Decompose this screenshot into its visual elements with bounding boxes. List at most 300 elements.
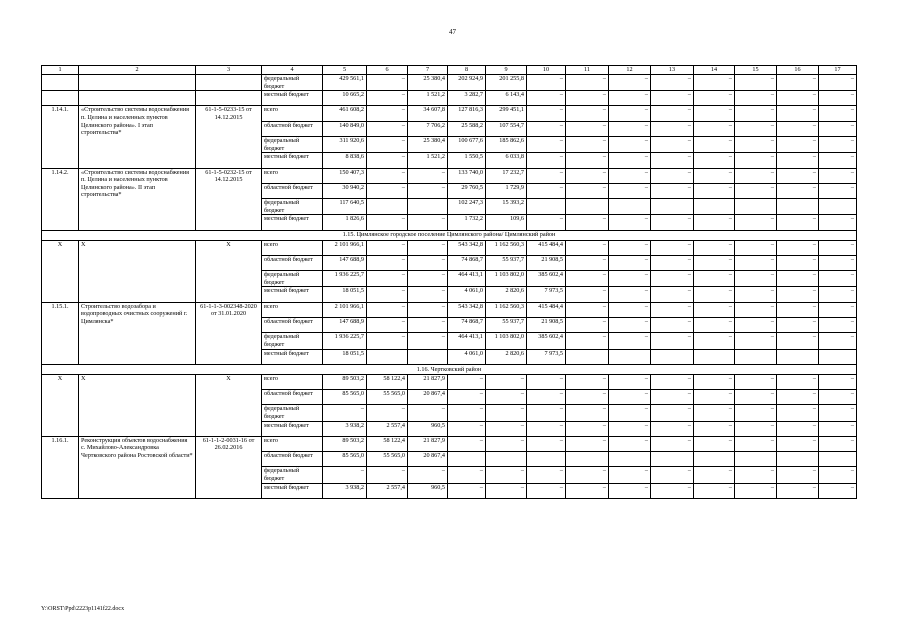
amount-cell: 147 688,9 xyxy=(323,255,367,270)
funding-source: федеральный бюджет xyxy=(262,405,323,421)
amount-cell: – xyxy=(527,121,566,136)
expertise-conclusion: 61-1-1-2-0031-16 от 26.02.2016 xyxy=(196,436,262,498)
amount-cell: – xyxy=(408,467,448,483)
amount-cell: – xyxy=(609,318,651,333)
funding-source: областной бюджет xyxy=(262,183,323,198)
amount-cell: – xyxy=(735,374,777,389)
amount-cell: – xyxy=(527,436,566,451)
funding-source: местный бюджет xyxy=(262,421,323,436)
funding-source: всего xyxy=(262,240,323,255)
amount-cell: – xyxy=(566,168,609,183)
section-title-row xyxy=(42,364,857,374)
amount-cell: – xyxy=(367,287,408,302)
amount-cell: – xyxy=(735,271,777,287)
amount-cell: – xyxy=(777,271,819,287)
amount-cell: – xyxy=(777,183,819,198)
amount-cell: 29 760,5 xyxy=(448,183,486,198)
amount-cell: – xyxy=(694,318,735,333)
amount-cell: 100 677,6 xyxy=(448,137,486,153)
expertise-conclusion xyxy=(196,75,262,91)
amount-cell: – xyxy=(609,75,651,91)
amount-cell: – xyxy=(527,91,566,106)
amount-cell: 21 908,5 xyxy=(527,318,566,333)
amount-cell: – xyxy=(609,91,651,106)
column-header: 9 xyxy=(486,66,527,75)
amount-cell: – xyxy=(486,467,527,483)
table-row xyxy=(42,240,857,255)
amount-cell: 55 937,7 xyxy=(486,318,527,333)
amount-cell: 960,5 xyxy=(408,421,448,436)
expertise-conclusion: 61-1-1-3-002348-2020 от 31.01.2020 xyxy=(196,302,262,364)
amount-cell: – xyxy=(735,168,777,183)
amount-cell: – xyxy=(367,121,408,136)
table-row xyxy=(42,302,857,317)
amount-cell: 311 920,6 xyxy=(323,137,367,153)
amount-cell: – xyxy=(566,91,609,106)
amount-cell: – xyxy=(448,436,486,451)
funding-source: местный бюджет xyxy=(262,483,323,498)
object-name xyxy=(79,91,196,106)
amount-cell: – xyxy=(819,405,857,421)
funding-source: всего xyxy=(262,374,323,389)
amount-cell: 202 924,9 xyxy=(448,75,486,91)
column-header: 6 xyxy=(367,66,408,75)
amount-cell: – xyxy=(566,390,609,405)
amount-cell: – xyxy=(367,271,408,287)
amount-cell: – xyxy=(694,333,735,349)
amount-cell: – xyxy=(735,91,777,106)
amount-cell: – xyxy=(448,390,486,405)
column-header: 13 xyxy=(651,66,694,75)
amount-cell: – xyxy=(609,287,651,302)
funding-source: местный бюджет xyxy=(262,215,323,230)
amount-cell: 140 849,0 xyxy=(323,121,367,136)
amount-cell: – xyxy=(651,421,694,436)
amount-cell: 461 608,2 xyxy=(323,106,367,121)
amount-cell: – xyxy=(735,302,777,317)
amount-cell: – xyxy=(651,318,694,333)
amount-cell: – xyxy=(651,405,694,421)
amount-cell: – xyxy=(777,240,819,255)
amount-cell xyxy=(819,199,857,215)
amount-cell: – xyxy=(527,137,566,153)
amount-cell: – xyxy=(777,153,819,168)
amount-cell: – xyxy=(694,168,735,183)
row-number: Х xyxy=(42,240,79,302)
amount-cell: – xyxy=(367,302,408,317)
amount-cell: – xyxy=(735,240,777,255)
amount-cell: – xyxy=(819,287,857,302)
amount-cell: – xyxy=(777,333,819,349)
amount-cell: 7 973,5 xyxy=(527,287,566,302)
column-header: 16 xyxy=(777,66,819,75)
amount-cell: – xyxy=(735,153,777,168)
amount-cell xyxy=(527,452,566,467)
amount-cell: 15 393,2 xyxy=(486,199,527,215)
amount-cell: – xyxy=(408,168,448,183)
amount-cell xyxy=(694,199,735,215)
amount-cell: – xyxy=(735,318,777,333)
amount-cell xyxy=(735,199,777,215)
amount-cell: – xyxy=(527,374,566,389)
amount-cell: 3 282,7 xyxy=(448,91,486,106)
amount-cell: – xyxy=(819,91,857,106)
amount-cell: – xyxy=(367,318,408,333)
amount-cell: – xyxy=(486,483,527,498)
funding-source: федеральный бюджет xyxy=(262,467,323,483)
amount-cell: – xyxy=(819,121,857,136)
amount-cell: – xyxy=(735,121,777,136)
amount-cell: – xyxy=(735,421,777,436)
table-body xyxy=(42,66,857,499)
amount-cell: 55 565,0 xyxy=(367,390,408,405)
amount-cell xyxy=(408,349,448,364)
header-row xyxy=(42,66,857,75)
amount-cell: 2 820,6 xyxy=(486,349,527,364)
amount-cell: 6 143,4 xyxy=(486,91,527,106)
amount-cell: – xyxy=(609,421,651,436)
amount-cell: – xyxy=(694,121,735,136)
amount-cell: 2 101 966,1 xyxy=(323,302,367,317)
amount-cell: 1 732,2 xyxy=(448,215,486,230)
amount-cell: – xyxy=(651,374,694,389)
funding-source: федеральный бюджет xyxy=(262,271,323,287)
amount-cell: – xyxy=(566,302,609,317)
funding-source: областной бюджет xyxy=(262,452,323,467)
amount-cell: 147 688,9 xyxy=(323,318,367,333)
amount-cell: – xyxy=(777,287,819,302)
amount-cell: 385 602,4 xyxy=(527,271,566,287)
amount-cell: – xyxy=(651,287,694,302)
amount-cell: – xyxy=(735,390,777,405)
amount-cell: 429 561,1 xyxy=(323,75,367,91)
amount-cell: 89 503,2 xyxy=(323,436,367,451)
amount-cell xyxy=(819,452,857,467)
funding-source: всего xyxy=(262,302,323,317)
column-header: 17 xyxy=(819,66,857,75)
amount-cell xyxy=(735,349,777,364)
amount-cell: – xyxy=(694,271,735,287)
amount-cell: – xyxy=(735,215,777,230)
amount-cell: 20 867,4 xyxy=(408,452,448,467)
amount-cell: – xyxy=(735,75,777,91)
amount-cell: – xyxy=(448,467,486,483)
amount-cell: – xyxy=(651,121,694,136)
amount-cell: – xyxy=(367,333,408,349)
amount-cell: – xyxy=(408,240,448,255)
expertise-conclusion: Х xyxy=(196,240,262,302)
amount-cell: 8 838,6 xyxy=(323,153,367,168)
amount-cell xyxy=(651,199,694,215)
amount-cell: – xyxy=(408,271,448,287)
amount-cell: 3 938,2 xyxy=(323,421,367,436)
amount-cell: 464 413,1 xyxy=(448,271,486,287)
amount-cell: – xyxy=(527,153,566,168)
amount-cell: – xyxy=(609,153,651,168)
amount-cell: – xyxy=(609,467,651,483)
amount-cell: – xyxy=(367,91,408,106)
amount-cell: – xyxy=(408,333,448,349)
amount-cell: 185 862,6 xyxy=(486,137,527,153)
amount-cell: – xyxy=(566,240,609,255)
amount-cell: – xyxy=(694,255,735,270)
amount-cell: 2 820,6 xyxy=(486,287,527,302)
column-header: 5 xyxy=(323,66,367,75)
amount-cell: – xyxy=(527,405,566,421)
amount-cell: – xyxy=(566,121,609,136)
amount-cell: – xyxy=(651,436,694,451)
amount-cell: – xyxy=(609,168,651,183)
object-name: Х xyxy=(79,374,196,436)
page-number: 47 xyxy=(449,28,456,36)
amount-cell: – xyxy=(566,467,609,483)
amount-cell: – xyxy=(735,106,777,121)
object-name: Реконструкция объектов водоснабжения с. Михайлово-Александровка Чертковского района Ростовской области* xyxy=(79,436,196,498)
amount-cell: – xyxy=(367,240,408,255)
amount-cell: – xyxy=(566,153,609,168)
amount-cell: 89 503,2 xyxy=(323,374,367,389)
row-number xyxy=(42,91,79,106)
amount-cell: – xyxy=(448,483,486,498)
amount-cell xyxy=(777,199,819,215)
amount-cell: 1 826,6 xyxy=(323,215,367,230)
funding-source: федеральный бюджет xyxy=(262,199,323,215)
amount-cell: – xyxy=(367,168,408,183)
amount-cell: – xyxy=(694,287,735,302)
amount-cell xyxy=(819,349,857,364)
funding-source: областной бюджет xyxy=(262,255,323,270)
column-header: 11 xyxy=(566,66,609,75)
footer-file-path: Y:\ORST\Ppd\2223p1141f22.docx xyxy=(41,606,125,612)
expertise-conclusion: 61-1-5-0232-15 от 14.12.2015 xyxy=(196,168,262,230)
amount-cell: – xyxy=(735,333,777,349)
amount-cell: 25 380,4 xyxy=(408,137,448,153)
amount-cell: 117 640,5 xyxy=(323,199,367,215)
amount-cell: – xyxy=(694,374,735,389)
amount-cell: 3 938,2 xyxy=(323,483,367,498)
amount-cell: – xyxy=(566,421,609,436)
amount-cell xyxy=(651,452,694,467)
amount-cell xyxy=(566,349,609,364)
expertise-conclusion: Х xyxy=(196,374,262,436)
amount-cell: – xyxy=(609,302,651,317)
amount-cell: – xyxy=(486,374,527,389)
amount-cell: 55 937,7 xyxy=(486,255,527,270)
amount-cell: 1 521,2 xyxy=(408,91,448,106)
amount-cell: – xyxy=(777,255,819,270)
amount-cell xyxy=(566,452,609,467)
amount-cell: – xyxy=(735,467,777,483)
amount-cell: 74 868,7 xyxy=(448,255,486,270)
amount-cell: – xyxy=(609,240,651,255)
object-name xyxy=(79,75,196,91)
amount-cell: – xyxy=(486,436,527,451)
amount-cell: – xyxy=(651,106,694,121)
amount-cell: – xyxy=(777,302,819,317)
amount-cell: – xyxy=(651,240,694,255)
amount-cell: – xyxy=(609,106,651,121)
table-row xyxy=(42,91,857,106)
funding-source: федеральный бюджет xyxy=(262,75,323,91)
funding-source: областной бюджет xyxy=(262,318,323,333)
amount-cell: – xyxy=(651,168,694,183)
funding-source: федеральный бюджет xyxy=(262,137,323,153)
object-name: «Строительство системы водоснабжения п. Целина и населенных пунктов Целинского района». I этап строительства* xyxy=(79,106,196,168)
amount-cell: 385 602,4 xyxy=(527,333,566,349)
amount-cell: 25 588,2 xyxy=(448,121,486,136)
amount-cell: – xyxy=(609,215,651,230)
amount-cell: 1 162 560,3 xyxy=(486,240,527,255)
amount-cell: – xyxy=(735,255,777,270)
amount-cell: – xyxy=(408,215,448,230)
amount-cell: – xyxy=(367,106,408,121)
column-header: 12 xyxy=(609,66,651,75)
amount-cell: – xyxy=(694,240,735,255)
amount-cell: – xyxy=(527,168,566,183)
amount-cell: 58 122,4 xyxy=(367,436,408,451)
amount-cell: 415 484,4 xyxy=(527,240,566,255)
column-header: 8 xyxy=(448,66,486,75)
amount-cell xyxy=(651,349,694,364)
amount-cell: 18 051,5 xyxy=(323,287,367,302)
amount-cell: – xyxy=(651,302,694,317)
amount-cell: – xyxy=(367,405,408,421)
amount-cell: – xyxy=(819,271,857,287)
amount-cell: – xyxy=(651,215,694,230)
amount-cell: – xyxy=(408,318,448,333)
amount-cell: – xyxy=(566,106,609,121)
amount-cell xyxy=(694,452,735,467)
column-header: 15 xyxy=(735,66,777,75)
amount-cell: – xyxy=(566,318,609,333)
column-header: 1 xyxy=(42,66,79,75)
amount-cell: – xyxy=(819,421,857,436)
amount-cell: – xyxy=(694,153,735,168)
amount-cell: – xyxy=(566,483,609,498)
amount-cell: – xyxy=(819,183,857,198)
amount-cell: – xyxy=(408,183,448,198)
funding-source: областной бюджет xyxy=(262,121,323,136)
row-number: Х xyxy=(42,374,79,436)
row-number: 1.14.2. xyxy=(42,168,79,230)
amount-cell xyxy=(609,452,651,467)
amount-cell: – xyxy=(694,436,735,451)
amount-cell: 2 557,4 xyxy=(367,483,408,498)
amount-cell: – xyxy=(819,374,857,389)
amount-cell: – xyxy=(527,183,566,198)
amount-cell: 10 665,2 xyxy=(323,91,367,106)
amount-cell: – xyxy=(486,390,527,405)
amount-cell xyxy=(777,349,819,364)
amount-cell: 2 101 966,1 xyxy=(323,240,367,255)
amount-cell: – xyxy=(694,467,735,483)
amount-cell: – xyxy=(819,390,857,405)
amount-cell: – xyxy=(566,405,609,421)
amount-cell: – xyxy=(367,215,408,230)
amount-cell xyxy=(609,199,651,215)
amount-cell: 102 247,3 xyxy=(448,199,486,215)
amount-cell: 1 162 560,3 xyxy=(486,302,527,317)
object-name: Х xyxy=(79,240,196,302)
section-title-row xyxy=(42,230,857,240)
funding-source: местный бюджет xyxy=(262,287,323,302)
column-header: 10 xyxy=(527,66,566,75)
column-header: 2 xyxy=(79,66,196,75)
amount-cell: – xyxy=(566,255,609,270)
amount-cell: 7 973,5 xyxy=(527,349,566,364)
amount-cell: 415 484,4 xyxy=(527,302,566,317)
amount-cell: 21 908,5 xyxy=(527,255,566,270)
funding-source: местный бюджет xyxy=(262,349,323,364)
amount-cell: – xyxy=(566,287,609,302)
amount-cell: 7 706,2 xyxy=(408,121,448,136)
amount-cell: – xyxy=(367,137,408,153)
amount-cell: – xyxy=(777,75,819,91)
amount-cell: – xyxy=(566,333,609,349)
table-row xyxy=(42,106,857,121)
amount-cell: – xyxy=(408,287,448,302)
amount-cell: 960,5 xyxy=(408,483,448,498)
amount-cell xyxy=(735,452,777,467)
amount-cell: 21 827,9 xyxy=(408,374,448,389)
amount-cell: – xyxy=(735,483,777,498)
amount-cell: – xyxy=(566,137,609,153)
amount-cell: 127 816,3 xyxy=(448,106,486,121)
amount-cell: – xyxy=(367,467,408,483)
amount-cell: 133 740,0 xyxy=(448,168,486,183)
amount-cell: – xyxy=(609,183,651,198)
amount-cell: – xyxy=(651,255,694,270)
column-header: 4 xyxy=(262,66,323,75)
row-number: 1.14.1. xyxy=(42,106,79,168)
table-row xyxy=(42,75,857,91)
amount-cell: – xyxy=(408,255,448,270)
amount-cell: – xyxy=(566,271,609,287)
amount-cell: – xyxy=(777,318,819,333)
funding-source: федеральный бюджет xyxy=(262,333,323,349)
amount-cell: – xyxy=(486,421,527,436)
amount-cell: – xyxy=(819,436,857,451)
amount-cell: 85 565,0 xyxy=(323,390,367,405)
amount-cell xyxy=(777,452,819,467)
amount-cell: 109,6 xyxy=(486,215,527,230)
table-row xyxy=(42,374,857,389)
amount-cell xyxy=(566,199,609,215)
amount-cell: – xyxy=(819,255,857,270)
amount-cell: 74 868,7 xyxy=(448,318,486,333)
amount-cell: 1 550,5 xyxy=(448,153,486,168)
amount-cell: 1 936 225,7 xyxy=(323,333,367,349)
amount-cell xyxy=(408,199,448,215)
amount-cell: – xyxy=(609,271,651,287)
amount-cell: – xyxy=(367,183,408,198)
amount-cell: – xyxy=(777,121,819,136)
amount-cell xyxy=(486,452,527,467)
amount-cell: – xyxy=(651,137,694,153)
expertise-conclusion xyxy=(196,91,262,106)
section-title: 1.15. Цимлянское городское поселение Цимлянского района/ Цимлянский район xyxy=(42,230,857,240)
row-number: 1.16.1. xyxy=(42,436,79,498)
amount-cell: – xyxy=(777,374,819,389)
amount-cell: – xyxy=(609,137,651,153)
amount-cell: – xyxy=(735,287,777,302)
amount-cell: – xyxy=(777,137,819,153)
funding-source: всего xyxy=(262,436,323,451)
amount-cell: – xyxy=(651,271,694,287)
column-header: 3 xyxy=(196,66,262,75)
amount-cell: – xyxy=(527,75,566,91)
amount-cell: – xyxy=(323,467,367,483)
